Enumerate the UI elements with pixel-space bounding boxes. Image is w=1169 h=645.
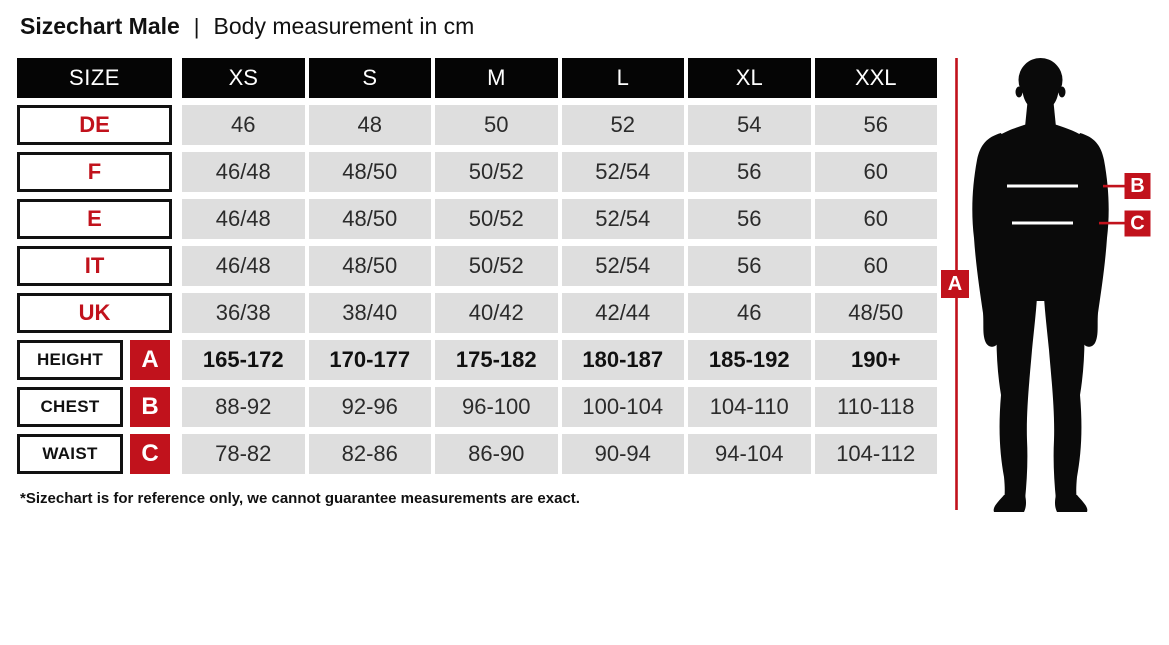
badge-a: A: [130, 340, 170, 380]
cell-waist-m: 86-90: [435, 434, 558, 474]
cell-f-l: 52/54: [562, 152, 685, 192]
title-separator: |: [193, 14, 200, 39]
table-row-de: [17, 105, 937, 145]
cell-de-xs: 46: [182, 105, 305, 145]
sizechart-table: [17, 58, 937, 481]
height-badge: [941, 270, 969, 298]
footnote: *Sizechart is for reference only, we cannot guarantee measurements are exact.: [20, 490, 580, 507]
cell-it-xl: 56: [688, 246, 811, 286]
height-badge-label: A: [947, 273, 963, 295]
table-row-uk: [17, 293, 937, 333]
cell-uk-xl: 46: [688, 293, 811, 333]
table-rows: [17, 105, 937, 474]
cell-it-xxl: 60: [815, 246, 938, 286]
cell-height-xs: 165-172: [182, 340, 305, 380]
row-label-it: IT: [17, 246, 172, 286]
measure-label-chest: [17, 387, 178, 427]
table-row-f: [17, 152, 937, 192]
table-row-height: [17, 340, 937, 380]
cell-e-m: 50/52: [435, 199, 558, 239]
cell-e-xs: 46/48: [182, 199, 305, 239]
cell-uk-xxl: 48/50: [815, 293, 938, 333]
cell-e-s: 48/50: [309, 199, 432, 239]
cell-f-xxl: 60: [815, 152, 938, 192]
cell-it-l: 52/54: [562, 246, 685, 286]
row-label-waist: WAIST: [17, 434, 123, 474]
cell-e-xl: 56: [688, 199, 811, 239]
cell-chest-m: 96-100: [435, 387, 558, 427]
cell-de-m: 50: [435, 105, 558, 145]
badge-b: B: [130, 387, 170, 427]
body-silhouette: [972, 58, 1108, 512]
chest-badge: [1125, 173, 1151, 199]
cell-chest-xs: 88-92: [182, 387, 305, 427]
cell-uk-l: 42/44: [562, 293, 685, 333]
cell-f-xs: 46/48: [182, 152, 305, 192]
row-label-uk: UK: [17, 293, 172, 333]
cell-chest-xxl: 110-118: [815, 387, 938, 427]
measure-label-waist: [17, 434, 178, 474]
cell-height-l: 180-187: [562, 340, 685, 380]
page-header: [20, 13, 474, 40]
table-header-row: [17, 58, 937, 98]
cell-waist-xl: 94-104: [688, 434, 811, 474]
cell-waist-xs: 78-82: [182, 434, 305, 474]
chest-badge-label: B: [1130, 175, 1145, 197]
cell-chest-l: 100-104: [562, 387, 685, 427]
cell-e-l: 52/54: [562, 199, 685, 239]
cell-de-xxl: 56: [815, 105, 938, 145]
column-header-xxl: XXL: [815, 58, 938, 98]
cell-it-m: 50/52: [435, 246, 558, 286]
cell-waist-s: 82-86: [309, 434, 432, 474]
cell-height-xl: 185-192: [688, 340, 811, 380]
cell-waist-l: 90-94: [562, 434, 685, 474]
badge-c: C: [130, 434, 170, 474]
cell-de-l: 52: [562, 105, 685, 145]
cell-height-xxl: 190+: [815, 340, 938, 380]
cell-height-s: 170-177: [309, 340, 432, 380]
waist-connector-line: [1099, 222, 1126, 225]
column-header-xs: XS: [182, 58, 305, 98]
row-label-f: F: [17, 152, 172, 192]
cell-it-s: 48/50: [309, 246, 432, 286]
page-subtitle: Body measurement in cm: [213, 13, 475, 39]
cell-de-xl: 54: [688, 105, 811, 145]
chest-line: [1007, 185, 1078, 188]
column-header-s: S: [309, 58, 432, 98]
cell-de-s: 48: [309, 105, 432, 145]
row-label-e: E: [17, 199, 172, 239]
measure-label-height: [17, 340, 178, 380]
page-title: Sizechart Male: [20, 13, 180, 39]
table-row-e: [17, 199, 937, 239]
cell-it-xs: 46/48: [182, 246, 305, 286]
cell-f-s: 48/50: [309, 152, 432, 192]
cell-e-xxl: 60: [815, 199, 938, 239]
row-label-height: HEIGHT: [17, 340, 123, 380]
chest-connector-line: [1103, 185, 1126, 188]
column-header-xl: XL: [688, 58, 811, 98]
cell-waist-xxl: 104-112: [815, 434, 938, 474]
column-header-m: M: [435, 58, 558, 98]
table-row-waist: [17, 434, 937, 474]
cell-f-xl: 56: [688, 152, 811, 192]
column-header-size: SIZE: [17, 58, 172, 98]
cell-f-m: 50/52: [435, 152, 558, 192]
cell-uk-m: 40/42: [435, 293, 558, 333]
waist-line: [1012, 222, 1073, 225]
cell-height-m: 175-182: [435, 340, 558, 380]
table-row-it: [17, 246, 937, 286]
body-silhouette-svg: [935, 45, 1169, 520]
waist-badge: [1125, 211, 1151, 237]
row-label-de: DE: [17, 105, 172, 145]
male-body-figure: [935, 45, 1169, 520]
cell-chest-xl: 104-110: [688, 387, 811, 427]
column-header-l: L: [562, 58, 685, 98]
waist-badge-label: C: [1130, 212, 1145, 235]
cell-chest-s: 92-96: [309, 387, 432, 427]
row-label-chest: CHEST: [17, 387, 123, 427]
cell-uk-xs: 36/38: [182, 293, 305, 333]
table-row-chest: [17, 387, 937, 427]
cell-uk-s: 38/40: [309, 293, 432, 333]
